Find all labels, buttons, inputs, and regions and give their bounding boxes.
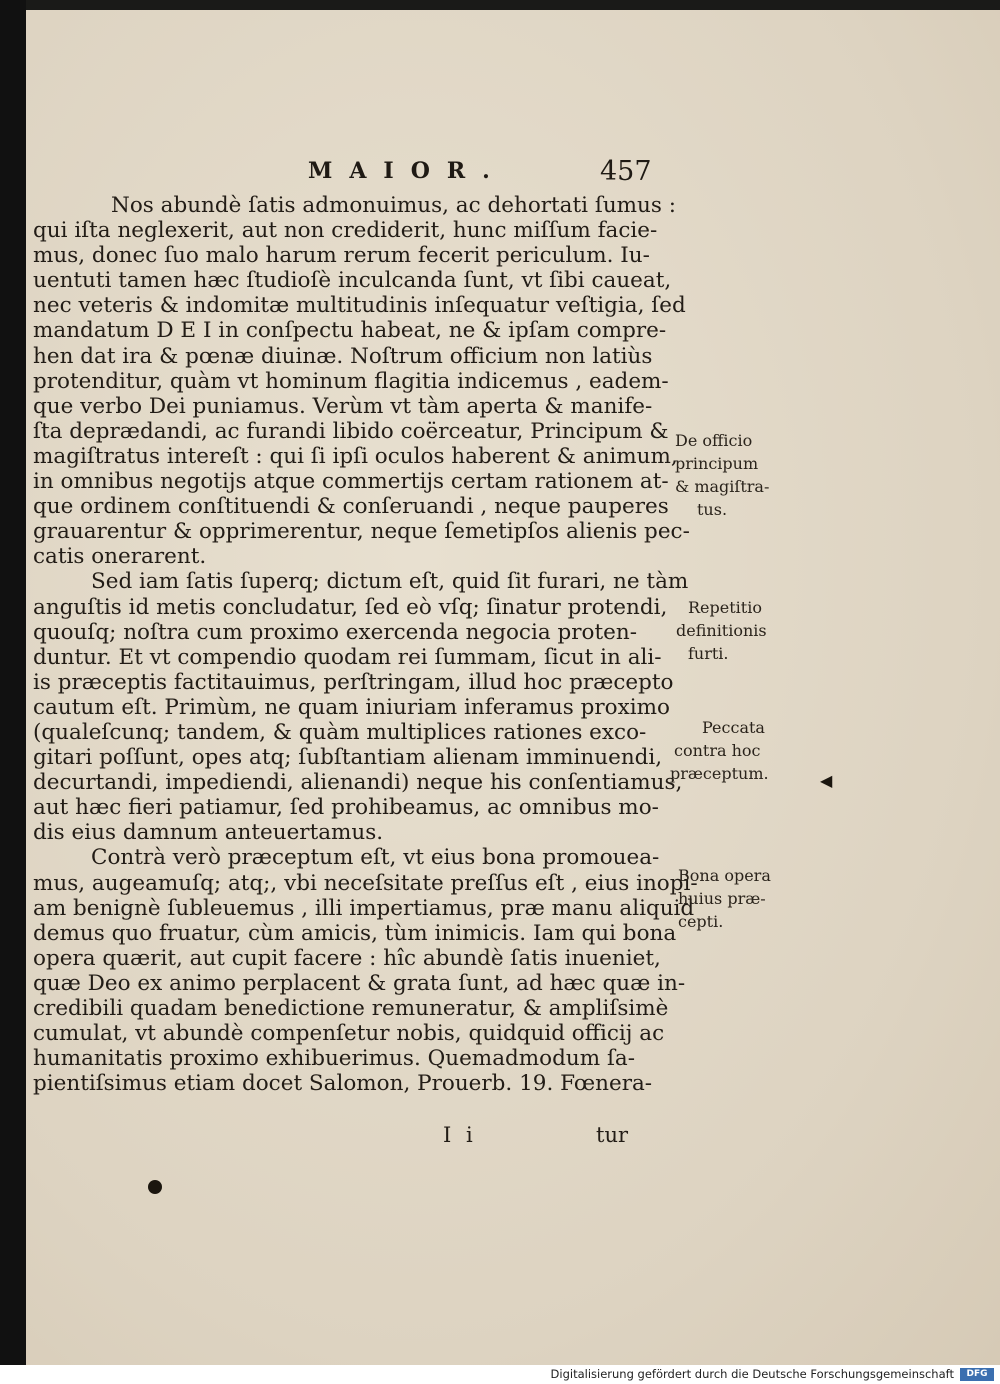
- body-text: [33, 193, 698, 1097]
- funding-credit: Digitalisierung gefördert durch die Deutsche Forschungsgemeinschaft: [550, 1367, 954, 1381]
- margin-note-officio: [675, 429, 805, 521]
- text-line: is præceptis factitauimus, perſtringam, illud hoc præcepto: [33, 669, 674, 695]
- margin-note-line: tus.: [697, 500, 728, 519]
- text-line: cumulat, vt abundè compenſetur nobis, quidquid officij ac: [33, 1021, 665, 1047]
- text-line: uentuti tamen hæc ſtudioſè inculcanda ſunt, vt ſibi caueat,: [33, 268, 672, 294]
- text-line: Nos abundè ſatis admonuimus, ac dehortati ſumus :: [111, 193, 677, 218]
- margin-note-bona: [678, 864, 808, 933]
- text-line: que verbo Dei puniamus. Verùm vt tàm aperta & manife-: [33, 393, 653, 419]
- text-line: humanitatis proximo exhibuerimus. Quemadmodum ſa-: [33, 1046, 635, 1072]
- margin-note-line: contra hoc: [674, 741, 761, 760]
- margin-note-line: huius præ-: [678, 889, 766, 908]
- text-line: que ordinem conſtituendi & conſeruandi , neque pauperes: [33, 494, 669, 520]
- text-line: aut hæc fieri patiamur, ſed prohibeamus, ac omnibus mo-: [33, 795, 659, 821]
- running-head: MAIOR.: [308, 158, 507, 184]
- text-line: protenditur, quàm vt hominum flagitia indicemus , eadem-: [33, 368, 669, 394]
- signature-mark: I i: [443, 1123, 477, 1147]
- text-line: quæ Deo ex animo perplacent & grata ſunt, ad hæc quæ in-: [33, 970, 686, 996]
- text-line: quouſq; noſtra cum proximo exercenda negocia proten-: [33, 619, 637, 645]
- text-line: catis onerarent.: [33, 544, 207, 570]
- text-line: Sed iam ſatis ſuperq; dictum eſt, quid ſit furari, ne tàm: [91, 569, 689, 595]
- text-line: grauarentur & opprimerentur, neque ſemetipſos alienis pec-: [33, 519, 690, 545]
- margin-note-line: furti.: [688, 644, 729, 663]
- text-line: magiſtratus intereſt : qui ſi ipſi oculos haberent & animum,: [33, 443, 678, 469]
- margin-note-line: Peccata: [702, 718, 765, 737]
- text-line: Contrà verò præceptum eſt, vt eius bona promoueа-: [91, 845, 660, 871]
- text-line: nec veteris & indomitæ multitudinis inſequatur veſtigia, ſed: [33, 293, 686, 319]
- margin-note-line: Bona opera: [678, 866, 771, 885]
- dfg-logo-icon: DFG: [960, 1368, 994, 1381]
- margin-note-line: De officio: [675, 431, 753, 450]
- pointer-mark-icon: ◀: [820, 771, 833, 790]
- margin-note-repetitio: [676, 596, 818, 665]
- text-line: anguſtis id metis concludatur, ſed eò vſq; ſinatur protendi,: [33, 594, 668, 620]
- text-line: duntur. Et vt compendio quodam rei ſummam, ſicut in ali-: [33, 644, 662, 670]
- text-line: gitari poſſunt, opes atq; ſubſtantiam alienam imminuendi,: [33, 745, 663, 771]
- text-line: am benignè ſubleuemus , illi impertiamus, præ manu aliquid: [33, 895, 695, 921]
- margin-note-line: Repetitio: [688, 598, 762, 617]
- footer-bar: [0, 1365, 1000, 1384]
- text-line: hen dat ira & pœnæ diuinæ. Noſtrum officium non latiùs: [33, 343, 653, 369]
- catchword: tur: [596, 1123, 629, 1147]
- text-line: opera quærit, aut cupit facere : hîc abundè ſatis inueniet,: [33, 945, 661, 971]
- page-number: 457: [600, 156, 652, 187]
- margin-note-line: præceptum.: [670, 764, 769, 783]
- text-line: demus quo fruatur, cùm amicis, tùm inimicis. Iam qui bona: [33, 920, 677, 946]
- ink-spot: [148, 1180, 162, 1194]
- margin-note-line: cepti.: [678, 912, 724, 931]
- text-line: qui iſta neglexerit, aut non crediderit, hunc miſſum facie-: [33, 218, 658, 244]
- text-line: cautum eſt. Primùm, ne quam iniuriam inferamus proximo: [33, 694, 670, 720]
- text-line: mus, donec ſuo malo harum rerum fecerit periculum. Iu-: [33, 243, 650, 269]
- text-line: dis eius damnum anteuertamus.: [33, 820, 384, 846]
- margin-note-line: definitionis: [676, 621, 767, 640]
- text-line: (qualeſcunq; tandem, & quàm multiplices rationes exco-: [33, 719, 647, 745]
- scan-left-edge: [0, 0, 26, 1365]
- text-line: in omnibus negotijs atque commertijs certam rationem at-: [33, 469, 669, 495]
- text-line: ſta deprædandi, ac furandi libido coërceatur, Principum &: [33, 418, 669, 444]
- text-line: credibili quadam benedictione remuneratur, & ampliſsimè: [33, 996, 669, 1021]
- text-line: decurtandi, impediendi, alienandi) neque his conſentiamus,: [33, 770, 683, 796]
- text-line: mandatum D E I in conſpectu habeat, ne & ipſam compre-: [33, 318, 667, 344]
- margin-note-line: & magiſtra-: [675, 477, 770, 496]
- margin-note-peccata: [670, 716, 832, 785]
- text-line: mus, augeamuſq; atq;, vbi neceſsitate preſſus eſt , eius inopi-: [33, 870, 698, 896]
- margin-note-line: principum: [675, 454, 759, 473]
- text-line: pientiſsimus etiam docet Salomon, Prouerb. 19. Fœnera-: [33, 1071, 653, 1097]
